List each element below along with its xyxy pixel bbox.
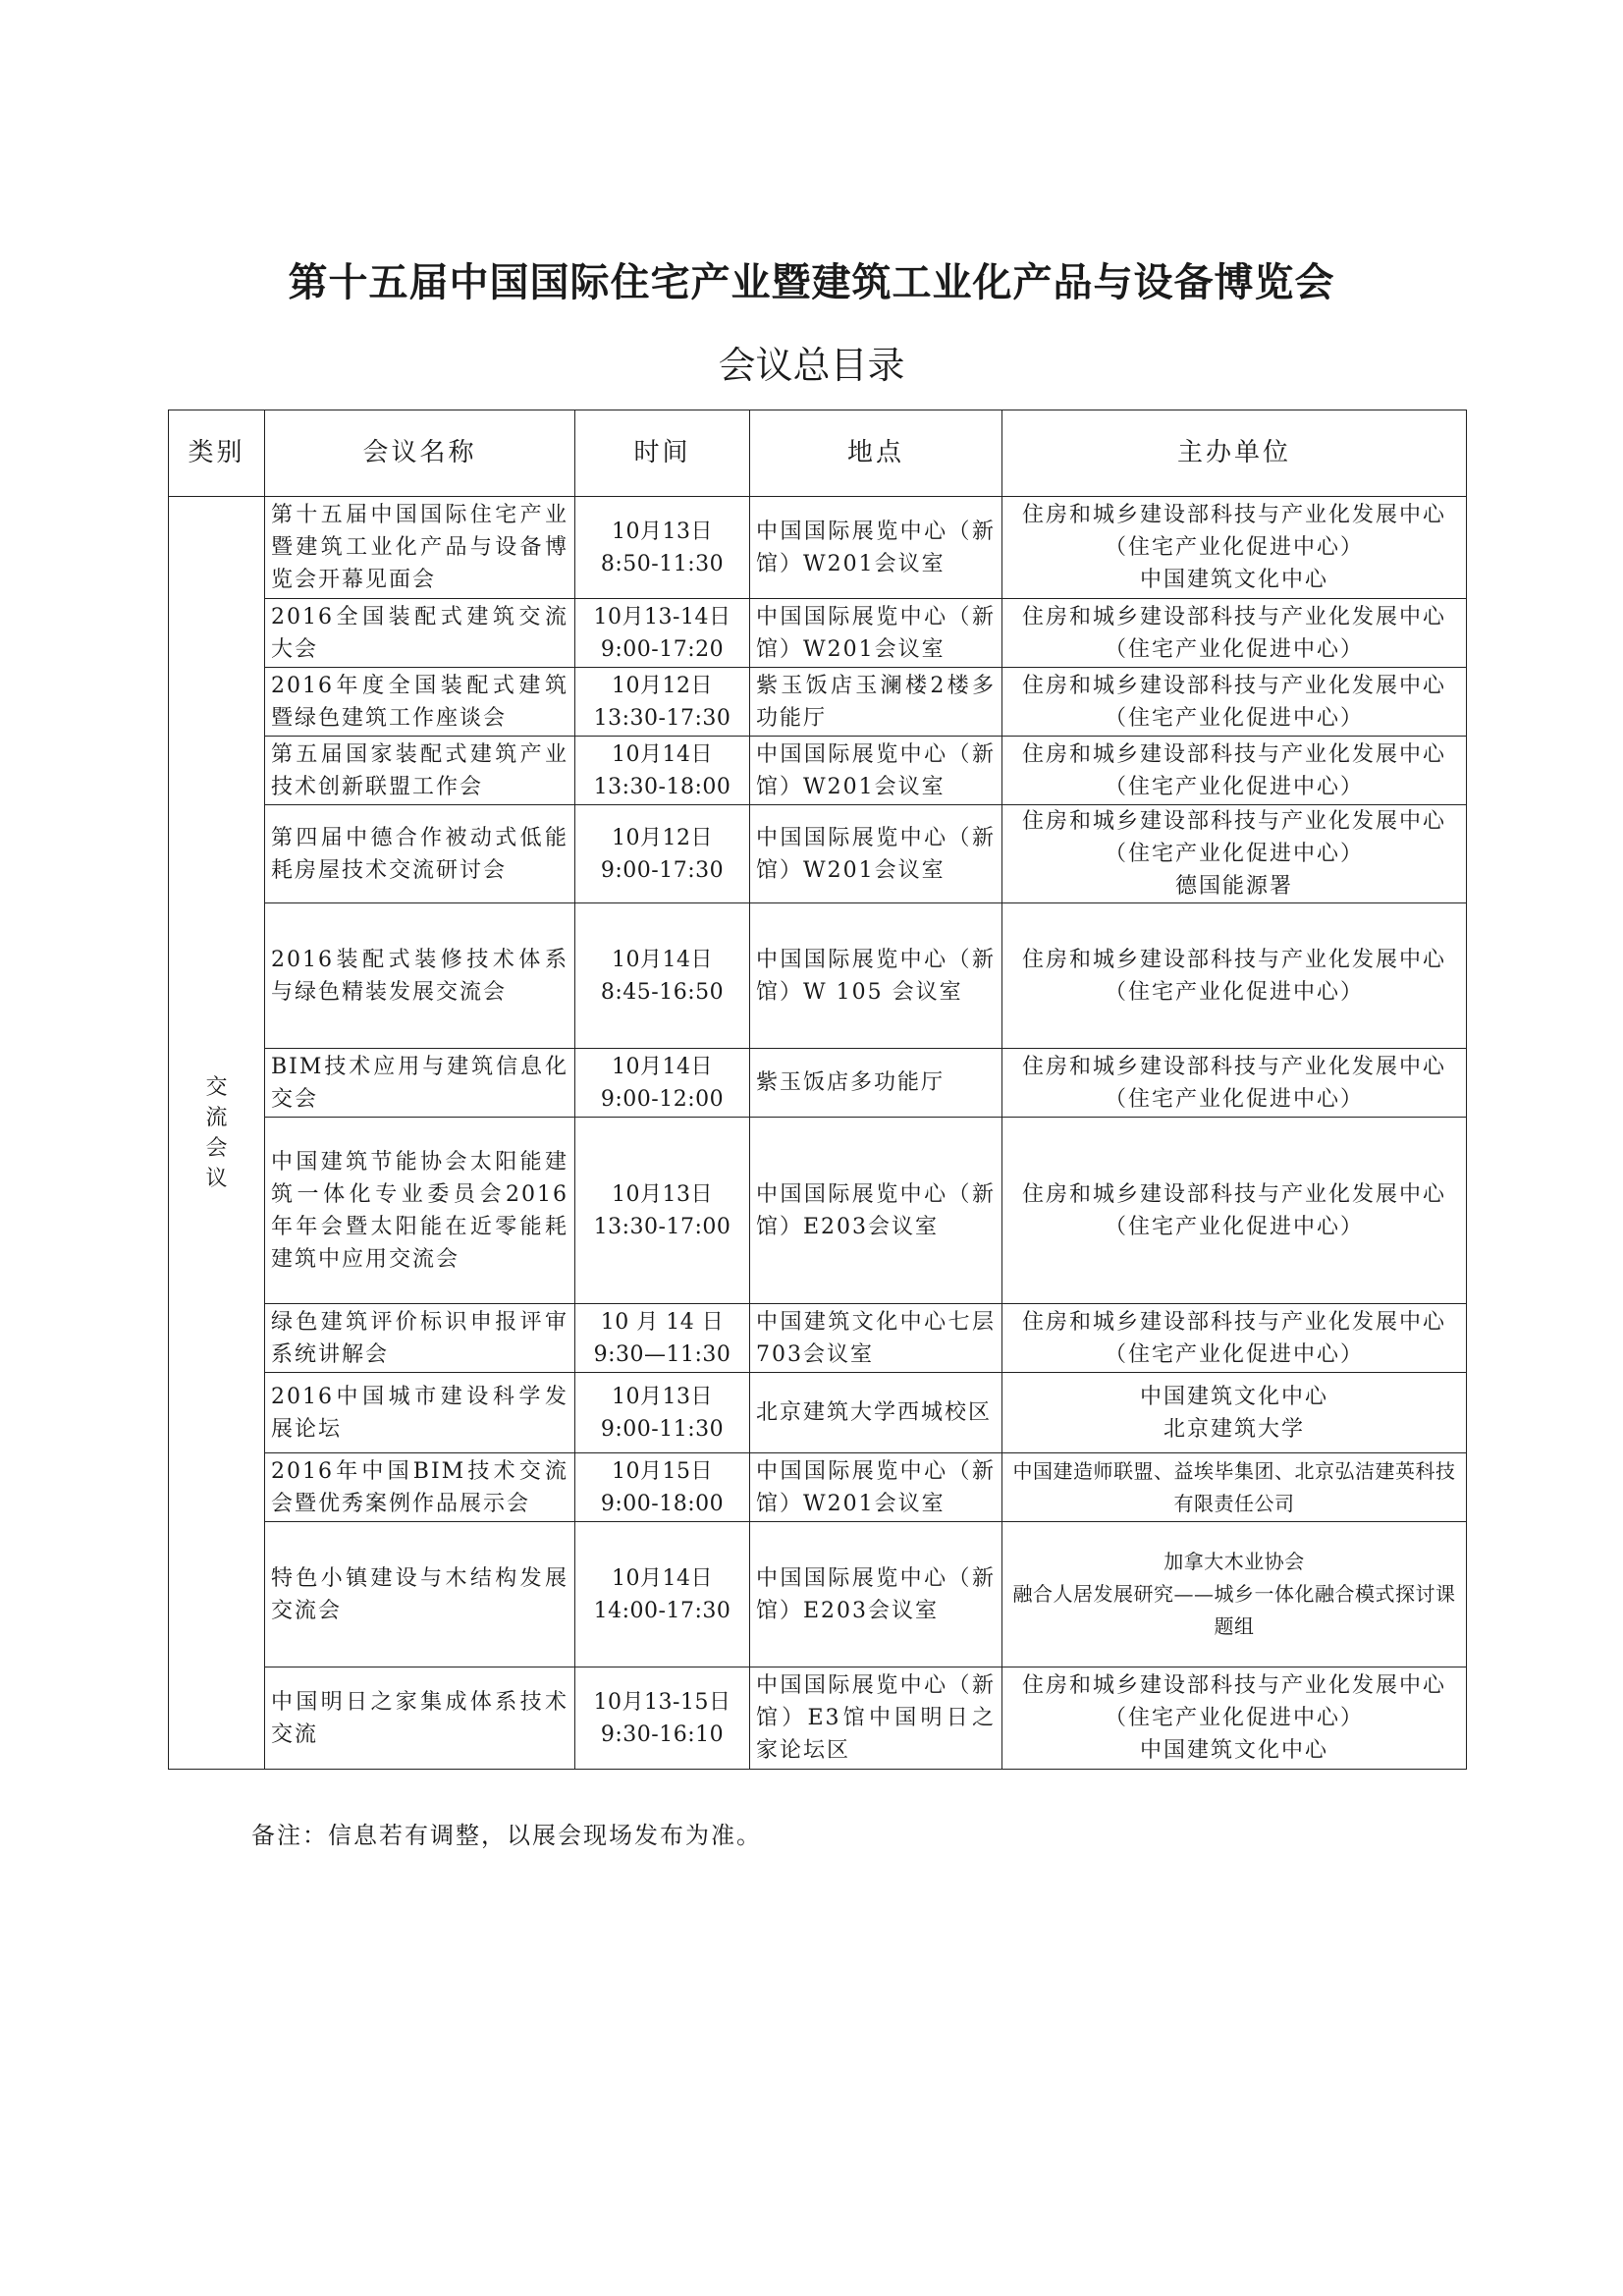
organizer-line: 住房和城乡建设部科技与产业化发展中心（住宅产业化促进中心） xyxy=(1021,503,1446,560)
table-header-row xyxy=(169,410,1467,497)
meeting-time-cell xyxy=(575,1049,750,1118)
table-row xyxy=(169,668,1467,737)
table-row xyxy=(169,1373,1467,1453)
meeting-time-cell xyxy=(575,805,750,903)
organizer-line: 住房和城乡建设部科技与产业化发展中心（住宅产业化促进中心） xyxy=(1021,1181,1446,1239)
table-row xyxy=(169,1453,1467,1522)
organizer-line: 住房和城乡建设部科技与产业化发展中心（住宅产业化促进中心） xyxy=(1021,1309,1446,1367)
category-cell xyxy=(169,497,265,1770)
meeting-organizer-cell xyxy=(1002,903,1467,1049)
organizer-line: 中国建筑文化中心 xyxy=(1139,1738,1328,1763)
document-title: 第十五届中国国际住宅产业暨建筑工业化产品与设备博览会 xyxy=(288,260,1335,305)
meeting-location-cell: 北京建筑大学西城校区 xyxy=(750,1373,1002,1453)
meeting-organizer-cell xyxy=(1002,1304,1467,1373)
header-location: 地点 xyxy=(750,410,1002,497)
meeting-date: 10月12日 xyxy=(612,673,713,698)
table-row xyxy=(169,1304,1467,1373)
meeting-date: 10月14日 xyxy=(612,1054,713,1079)
organizer-line: 融合人居发展研究——城乡一体化融合模式探讨课题组 xyxy=(1012,1582,1456,1638)
organizer-line: 住房和城乡建设部科技与产业化发展中心（住宅产业化促进中心） xyxy=(1021,947,1446,1005)
organizer-line: 住房和城乡建设部科技与产业化发展中心（住宅产业化促进中心） xyxy=(1021,604,1446,662)
meeting-date: 10月13日 xyxy=(612,1181,713,1207)
table-row xyxy=(169,599,1467,668)
meeting-date: 10月12日 xyxy=(612,825,713,850)
meeting-organizer-cell xyxy=(1002,1373,1467,1453)
header-organizer: 主办单位 xyxy=(1002,410,1467,497)
meeting-date: 10月15日 xyxy=(612,1458,713,1484)
meeting-date: 10月13-15日 xyxy=(593,1689,731,1715)
organizer-line: 住房和城乡建设部科技与产业化发展中心（住宅产业化促进中心） xyxy=(1021,673,1446,731)
table-row xyxy=(169,805,1467,903)
table-row xyxy=(169,1667,1467,1770)
meeting-location-cell: 紫玉饭店多功能厅 xyxy=(750,1049,1002,1118)
meeting-location-cell: 中国国际展览中心（新馆）E3馆中国明日之家论坛区 xyxy=(750,1667,1002,1770)
organizer-line: 北京建筑大学 xyxy=(1163,1416,1305,1442)
organizer-line: 住房和城乡建设部科技与产业化发展中心（住宅产业化促进中心） xyxy=(1021,1673,1446,1730)
meeting-name-cell: 中国建筑节能协会太阳能建筑一体化专业委员会2016年年会暨太阳能在近零能耗建筑中应用交流会 xyxy=(265,1118,575,1304)
meeting-date: 10月13日 xyxy=(612,1384,713,1409)
meeting-time-cell xyxy=(575,1304,750,1373)
meeting-date: 10月14日 xyxy=(612,741,713,767)
meeting-hours: 13:30-18:00 xyxy=(593,774,731,799)
meeting-hours: 9:00-11:30 xyxy=(600,1416,725,1442)
table-row xyxy=(169,1522,1467,1667)
table-body xyxy=(169,497,1467,1770)
meeting-organizer-cell xyxy=(1002,1118,1467,1304)
meeting-hours: 9:30—11:30 xyxy=(593,1341,731,1367)
meeting-hours: 14:00-17:30 xyxy=(593,1598,731,1623)
meeting-date: 10月14日 xyxy=(612,947,713,972)
meeting-location-cell: 中国建筑文化中心七层703会议室 xyxy=(750,1304,1002,1373)
header-time: 时间 xyxy=(575,410,750,497)
table-row xyxy=(169,1049,1467,1118)
meeting-name-cell: 中国明日之家集成体系技术交流 xyxy=(265,1667,575,1770)
meeting-hours: 9:30-16:10 xyxy=(600,1722,725,1747)
organizer-line: 住房和城乡建设部科技与产业化发展中心（住宅产业化促进中心） xyxy=(1021,1054,1446,1112)
meeting-hours: 9:00-12:00 xyxy=(600,1086,725,1112)
organizer-line: 住房和城乡建设部科技与产业化发展中心（住宅产业化促进中心） xyxy=(1021,809,1446,866)
meeting-schedule-table xyxy=(168,410,1467,1770)
meeting-name-cell: 第五届国家装配式建筑产业技术创新联盟工作会 xyxy=(265,737,575,805)
meeting-organizer-cell xyxy=(1002,1453,1467,1522)
organizer-line: 加拿大木业协会 xyxy=(1163,1550,1305,1573)
meeting-time-cell xyxy=(575,1667,750,1770)
meeting-hours: 13:30-17:00 xyxy=(593,1214,731,1239)
meeting-time-cell xyxy=(575,497,750,599)
meeting-organizer-cell xyxy=(1002,599,1467,668)
meeting-hours: 8:50-11:30 xyxy=(600,551,725,576)
header-meeting-name: 会议名称 xyxy=(265,410,575,497)
meeting-hours: 8:45-16:50 xyxy=(600,979,725,1005)
table-row xyxy=(169,1118,1467,1304)
meeting-name-cell: 绿色建筑评价标识申报评审系统讲解会 xyxy=(265,1304,575,1373)
category-label: 交流会议 xyxy=(205,1074,228,1191)
meeting-location-cell: 中国国际展览中心（新馆）W201会议室 xyxy=(750,1453,1002,1522)
table-row xyxy=(169,903,1467,1049)
meeting-location-cell: 中国国际展览中心（新馆）W201会议室 xyxy=(750,805,1002,903)
meeting-time-cell xyxy=(575,1373,750,1453)
meeting-hours: 9:00-17:20 xyxy=(600,636,725,662)
meeting-organizer-cell xyxy=(1002,497,1467,599)
meeting-name-cell: 2016年中国BIM技术交流会暨优秀案例作品展示会 xyxy=(265,1453,575,1522)
meeting-organizer-cell xyxy=(1002,737,1467,805)
meeting-time-cell xyxy=(575,737,750,805)
table-row xyxy=(169,497,1467,599)
meeting-name-cell: 特色小镇建设与木结构发展交流会 xyxy=(265,1522,575,1667)
meeting-hours: 9:00-17:30 xyxy=(600,857,725,883)
meeting-name-cell: 第四届中德合作被动式低能耗房屋技术交流研讨会 xyxy=(265,805,575,903)
meeting-location-cell: 中国国际展览中心（新馆）W201会议室 xyxy=(750,737,1002,805)
meeting-date: 10 月 14 日 xyxy=(600,1309,725,1335)
meeting-name-cell: 第十五届中国国际住宅产业暨建筑工业化产品与设备博览会开幕见面会 xyxy=(265,497,575,599)
table-row xyxy=(169,737,1467,805)
meeting-organizer-cell xyxy=(1002,805,1467,903)
organizer-line: 德国能源署 xyxy=(1174,874,1293,899)
meeting-name-cell: 2016全国装配式建筑交流大会 xyxy=(265,599,575,668)
meeting-location-cell: 中国国际展览中心（新馆）E203会议室 xyxy=(750,1118,1002,1304)
meeting-location-cell: 中国国际展览中心（新馆）E203会议室 xyxy=(750,1522,1002,1667)
meeting-hours: 13:30-17:30 xyxy=(593,705,731,731)
meeting-location-cell: 紫玉饭店玉澜楼2楼多功能厅 xyxy=(750,668,1002,737)
meeting-date: 10月13-14日 xyxy=(593,604,731,629)
meeting-name-cell: 2016装配式装修技术体系与绿色精装发展交流会 xyxy=(265,903,575,1049)
meeting-organizer-cell xyxy=(1002,1667,1467,1770)
organizer-line: 中国建筑文化中心 xyxy=(1139,568,1328,592)
meeting-organizer-cell xyxy=(1002,1522,1467,1667)
header-category: 类别 xyxy=(169,410,265,497)
meeting-name-cell: BIM技术应用与建筑信息化交会 xyxy=(265,1049,575,1118)
meeting-time-cell xyxy=(575,668,750,737)
meeting-organizer-cell xyxy=(1002,1049,1467,1118)
organizer-line: 中国建造师联盟、益埃毕集团、北京弘洁建英科技有限责任公司 xyxy=(1012,1458,1456,1515)
meeting-location-cell: 中国国际展览中心（新馆）W201会议室 xyxy=(750,497,1002,599)
footnote: 备注：信息若有调整，以展会现场发布为准。 xyxy=(251,1822,762,1849)
meeting-time-cell xyxy=(575,1453,750,1522)
meeting-name-cell: 2016中国城市建设科学发展论坛 xyxy=(265,1373,575,1453)
meeting-name-cell: 2016年度全国装配式建筑暨绿色建筑工作座谈会 xyxy=(265,668,575,737)
meeting-date: 10月13日 xyxy=(612,519,713,544)
meeting-date: 10月14日 xyxy=(612,1565,713,1591)
meeting-time-cell xyxy=(575,903,750,1049)
meeting-time-cell xyxy=(575,599,750,668)
meeting-location-cell: 中国国际展览中心（新馆）W201会议室 xyxy=(750,599,1002,668)
organizer-line: 中国建筑文化中心 xyxy=(1139,1384,1328,1409)
organizer-line: 住房和城乡建设部科技与产业化发展中心（住宅产业化促进中心） xyxy=(1021,741,1446,799)
meeting-location-cell: 中国国际展览中心（新馆）W 105 会议室 xyxy=(750,903,1002,1049)
meeting-time-cell xyxy=(575,1118,750,1304)
meeting-hours: 9:00-18:00 xyxy=(600,1491,725,1516)
document-subtitle: 会议总目录 xyxy=(718,344,905,387)
meeting-time-cell xyxy=(575,1522,750,1667)
meeting-organizer-cell xyxy=(1002,668,1467,737)
